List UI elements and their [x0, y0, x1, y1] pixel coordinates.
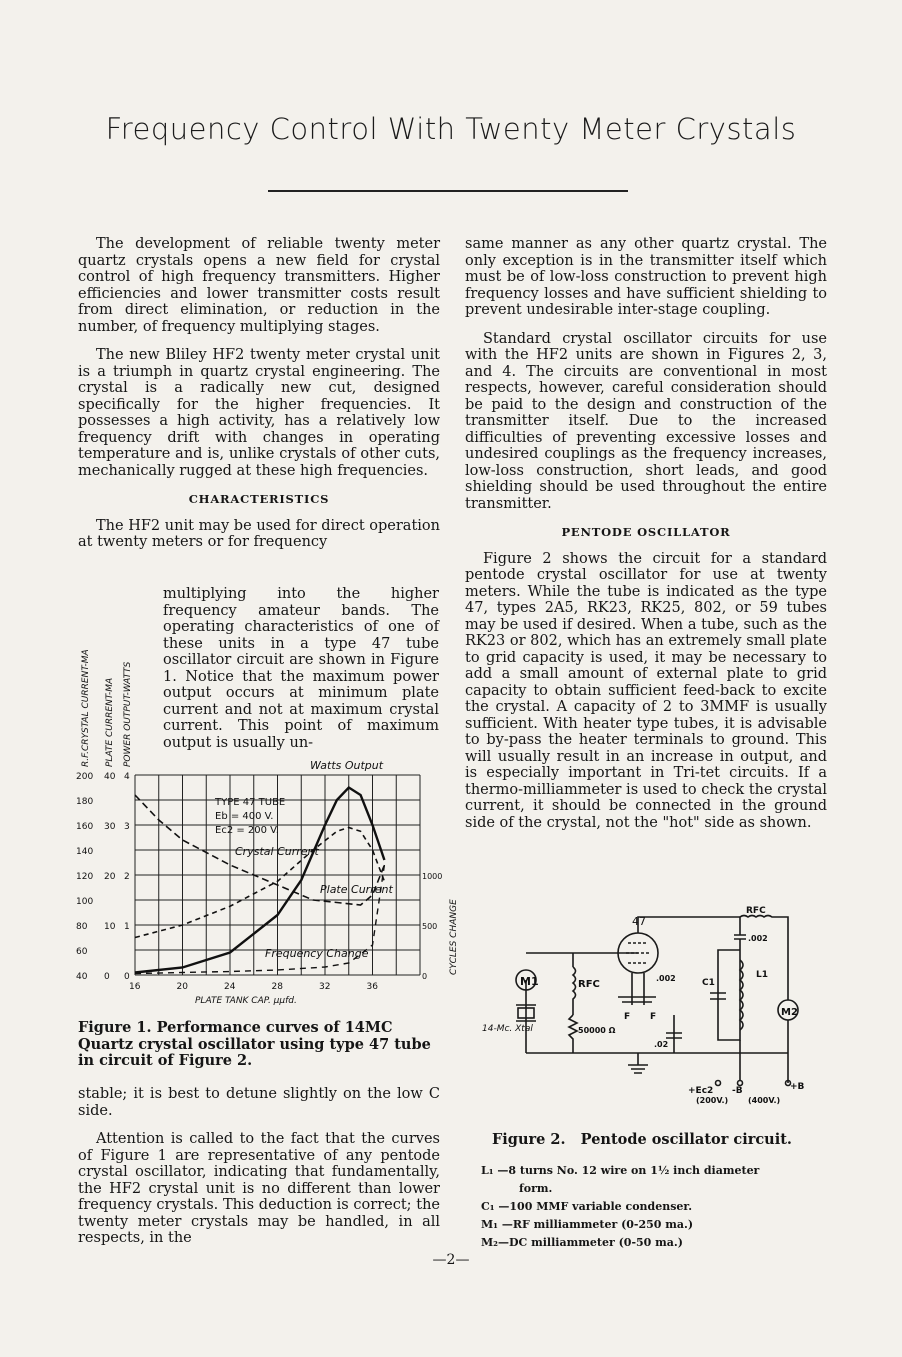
y-axis-title: R.F.CRYSTAL CURRENT-MA — [81, 649, 91, 767]
tube-label: 47 — [632, 915, 646, 928]
y-tick-label: 40 — [76, 972, 88, 982]
y-tick-label: 500 — [422, 922, 438, 931]
paragraph: The HF2 unit may be used for direct operation at twenty meters or for frequency — [78, 517, 440, 550]
figure-2-caption: Figure 2. Pentode oscillator circuit. — [492, 1131, 792, 1148]
paragraph: Standard crystal oscillator circuits for use with the HF2 units are shown in Figures 2, 3, and 4. The circuits are conventional in most respects, however, careful consideration should be paid to the design and construction of the transmitter itself. Due to the increased difficulties of preventing excessive losses and undesired couplings as the frequency increases, low-loss construction, short leads, and good shielding should be used throughout the entire transmitter. — [465, 330, 827, 512]
terminal-icon — [716, 1081, 721, 1086]
y-tick-label: 3 — [124, 822, 130, 832]
m2-label: M2 — [781, 1007, 798, 1018]
page-number: —2— — [432, 1252, 470, 1268]
terminal-label: +B — [790, 1082, 805, 1092]
y-tick-label: 4 — [124, 772, 130, 782]
y-tick-label: 140 — [76, 847, 94, 857]
y-tick-label: 0 — [104, 972, 110, 982]
terminal-label: +Ec2 — [688, 1086, 714, 1096]
right-column — [465, 236, 827, 843]
filament-wires — [632, 973, 644, 1005]
cap-label: .002 — [748, 934, 768, 943]
y-tick-label: 80 — [76, 922, 88, 932]
x-tick-label: 24 — [224, 982, 236, 992]
rfc-label: RFC — [578, 979, 600, 990]
y-tick-label: 30 — [104, 822, 116, 832]
y-tick-label: 100 — [76, 897, 94, 907]
y-tick-label: 120 — [76, 872, 94, 882]
y-tick-label: 10 — [104, 922, 116, 932]
x-tick-label: 16 — [129, 982, 141, 992]
series-label: Frequency Change — [265, 947, 369, 960]
chart-annotation: Eb = 400 V. — [215, 811, 274, 822]
x-tick-label: 36 — [366, 982, 378, 992]
filament-label: F — [624, 1012, 631, 1022]
paragraph: same manner as any other quartz crystal. The only exception is in the transmitter itself which must be of low-loss construction to prevent high frequency losses and have sufficient shielding to prevent undesirable inter-stage coupling. — [465, 236, 827, 318]
section-heading: PENTODE OSCILLATOR — [561, 525, 731, 539]
left-column-lower — [78, 1086, 440, 1259]
paragraph: The new Bliley HF2 twenty meter crystal unit is a triumph in quartz crystal engineering. The crystal is a radically new cut, designed specifically for the higher frequencies. It possesses a high activity, has a relatively low frequency drift with changes in operating temperature and is, unlike crystals of other cuts, mechanically rugged at these high frequencies. — [78, 347, 440, 479]
chart-annotation: Ec2 = 200 V. — [215, 825, 279, 836]
paragraph: The development of reliable twenty meter quartz crystals opens a new field for crystal control of high frequency transmitters. Higher efficiencies and lower transmitter costs result from direct elimination, or reduction in the number, of frequency multiplying stages. — [78, 236, 440, 335]
y-tick-label: 60 — [76, 947, 88, 957]
series-label: Crystal Current — [235, 845, 319, 858]
y-tick-label: 0 — [124, 972, 130, 982]
filament-label: F — [650, 1012, 657, 1022]
legend-item: M₁ —RF milliammeter (0-250 ma.) — [481, 1218, 694, 1231]
x-tick-label: 28 — [271, 982, 283, 992]
left-column — [78, 236, 440, 551]
y-tick-label: 1 — [124, 922, 130, 932]
y-axis-title: PLATE CURRENT-MA — [105, 677, 115, 767]
l1-label: L1 — [756, 970, 768, 980]
y-tick-label: 0 — [422, 972, 428, 981]
y-tick-label: 20 — [104, 872, 116, 882]
legend-item: M₂—DC milliammeter (0-50 ma.) — [481, 1236, 683, 1249]
rfc-coil-icon — [573, 967, 576, 1015]
terminal-voltage: (200V.) — [696, 1096, 729, 1105]
section-heading: CHARACTERISTICS — [188, 492, 330, 506]
paragraph: Figure 2 shows the circuit for a standard pentode crystal oscillator for use at twenty meters. While the tube is indicated as the type 47, types 2A5, RK23, RK25, 802, or 59 tubes may be used if desired. When a tube, such as the RK23 or 802, which has an extremely small plate to grid capacity is used, it may be necessary to add a small amount of external plate to grid capacity to obtain sufficient feed-back to excite the crystal. A capacity of 2 to 3MMF is usually sufficient. With heater type tubes, it is advisable to by-pass the heater terminals to ground. This will usually result in an increase in output, and is especially important in Tri-tet circuits. If a thermo-milliammeter is used to check the crystal current, it should be connected in the ground side of the crystal, not the "hot" side as shown. — [465, 550, 827, 831]
rfc-plate-icon — [740, 916, 788, 1001]
component-legend — [481, 1163, 831, 1253]
rfc-label: RFC — [746, 906, 766, 916]
terminal-voltage: (400V.) — [748, 1096, 781, 1105]
y-tick-label: 1000 — [422, 872, 443, 881]
c1-label: C1 — [702, 978, 715, 988]
y-tick-label: 40 — [104, 772, 116, 782]
legend-item: form. — [519, 1182, 553, 1195]
terminal-icon — [738, 1081, 743, 1086]
y-tick-label: 200 — [76, 772, 94, 782]
cap-label: .02 — [654, 1040, 669, 1049]
series-label: Watts Output — [310, 759, 384, 772]
x-axis-title: PLATE TANK CAP. μμfd. — [195, 996, 297, 1006]
resistor-label: 50000 Ω — [578, 1026, 616, 1035]
ground-icon — [628, 1053, 648, 1073]
resistor-icon — [569, 1015, 577, 1053]
series-label: Plate Current — [320, 883, 393, 896]
x-tick-label: 20 — [176, 982, 188, 992]
x-tick-label: 32 — [319, 982, 331, 992]
legend-item: L₁ —8 turns No. 12 wire on 1½ inch diameter — [481, 1164, 760, 1177]
xtal-label: 14-Mc. Xtal — [482, 1024, 533, 1034]
y-axis-title: CYCLES CHANGE — [449, 899, 459, 975]
bypass-caps — [618, 997, 656, 1002]
figure-2-schematic — [478, 905, 818, 1105]
screen-bypass-cap — [666, 1015, 682, 1053]
m1-label: M1 — [520, 975, 539, 988]
title-rule — [268, 190, 628, 192]
y-tick-label: 2 — [124, 872, 130, 882]
paragraph: Attention is called to the fact that the curves of Figure 1 are representative of any pentode crystal oscillator, indicating that fundamentally, the HF2 crystal unit is no different than lower frequency crystals. This deduction is correct; the twenty meter crystals may be handled, in all respects, in the — [78, 1131, 440, 1246]
performance-chart — [70, 585, 460, 1045]
terminal-label: -B — [732, 1086, 743, 1096]
page-title: Frequency Control With Twenty Meter Crystals — [105, 112, 797, 146]
y-tick-label: 160 — [76, 822, 94, 832]
paragraph-wrap: multiplying into the higher frequency amateur bands. The operating characteristics of one of these units in a type 47 tube oscillator circuit are shown in Figure 1. Notice that the maximum power output occurs at minimum plate current and not at maximum crystal current. This point of maximum output is usually un- — [163, 586, 439, 751]
legend-item: C₁ —100 MMF variable condenser. — [481, 1200, 693, 1213]
y-tick-label: 180 — [76, 797, 94, 807]
figure-1-caption: Figure 1. Performance curves of 14MC Quartz crystal oscillator using type 47 tube in circuit of Figure 2. — [78, 1019, 431, 1069]
plate-wire — [638, 917, 740, 933]
paragraph: stable; it is best to detune slightly on the low C side. — [78, 1086, 440, 1119]
chart-annotation: TYPE 47 TUBE — [215, 797, 286, 808]
cap-label: .002 — [656, 974, 676, 983]
y-axis-title: POWER OUTPUT-WATTS — [123, 661, 133, 767]
